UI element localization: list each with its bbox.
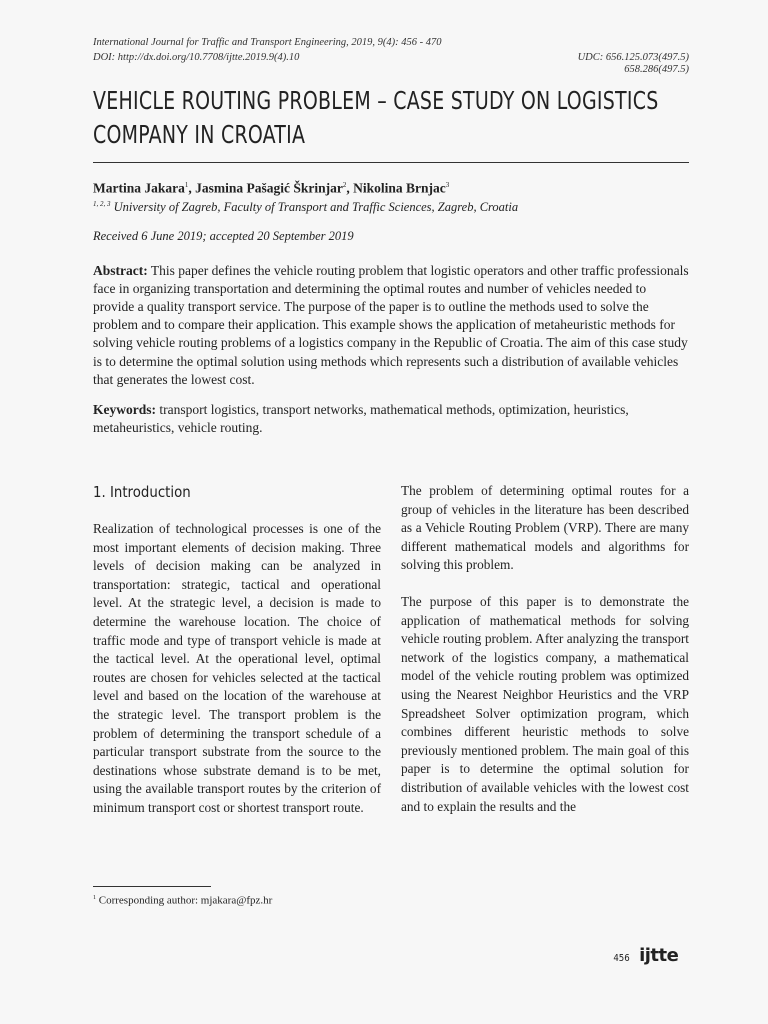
doi-link[interactable]: DOI: http://dx.doi.org/10.7708/ijtte.2019.9(4).10: [93, 52, 300, 63]
author-2-sup: 2: [342, 181, 347, 189]
author-separator: ,: [188, 180, 196, 196]
udc-line-1: UDC: 656.125.073(497.5): [577, 52, 689, 63]
page-header-block: [93, 36, 689, 437]
footnote-divider: [93, 886, 211, 887]
keywords-label: Keywords:: [93, 402, 156, 418]
received-dates: Received 6 June 2019; accepted 20 September 2019: [93, 228, 354, 243]
page-footer: [612, 945, 678, 966]
footnote-sup: 1: [93, 895, 96, 901]
author-3: Nikolina Brnjac: [353, 180, 446, 196]
paragraph-2: The problem of determining optimal routes for a group of vehicles in the literature has been described as a Vehicle Routing Problem (VRP). There are many different mathematical models and algorithms for solving this problem.: [401, 483, 689, 573]
abstract: [93, 262, 689, 389]
paragraph-1: Realization of technological processes is one of the most important elements of decision making. Three levels of decision making can be analyzed in transportation: strategic, tactical and operational level. At the strategic level, a decision is made to determine the warehouse location. The choice of traffic mode and type of transport vehicle is made at the tactical level. At the operational level, optimal routes are chosen for vehicles selected at the tactical level and based on the location of the warehouse at the strategic level. The transport problem is the problem of determining the transport schedule of a particular transport substrate from the source to the destinations whose substrate demand is to be met, using the available transport routes by the criterion of minimum transport cost or shortest transport route.: [93, 521, 381, 815]
affiliation: [93, 197, 689, 215]
section-heading-introduction: 1. Introduction: [93, 483, 191, 501]
author-1: Martina Jakara: [93, 180, 185, 196]
doi-udc-row: [93, 52, 689, 76]
paper-title: VEHICLE ROUTING PROBLEM – CASE STUDY ON LOGISTICS COMPANY IN CROATIA: [93, 86, 659, 149]
body-columns: [93, 482, 689, 818]
journal-citation: International Journal for Traffic and Transport Engineering, 2019, 9(4): 456 - 470: [93, 37, 442, 48]
keywords-text: transport logistics, transport networks, mathematical methods, optimization, heuristics, metaheuristics, vehicle routing.: [93, 402, 629, 436]
affiliation-text: University of Zagreb, Faculty of Transport and Traffic Sciences, Zagreb, Croatia: [110, 199, 519, 214]
keywords: [93, 401, 689, 437]
journal-logo: ijtte: [639, 945, 679, 966]
footnote: [93, 892, 272, 908]
paragraph-3: The purpose of this paper is to demonstrate the application of mathematical methods for solving vehicle routing problem. After analyzing the transport network of the logistics company, a mathematical model of the vehicle routing problem was optimized using the Nearest Neighbor Heuristics and the VRP Spreadsheet Solver optimization program, which combines different heuristic methods to solve previously mentioned problem. The main goal of this paper is to determine the optimal solution for distribution of available vehicles with the lowest cost and to explain the results and the: [401, 593, 689, 814]
author-list: [93, 177, 689, 197]
abstract-text: This paper defines the vehicle routing problem that logistic operators and other traffic professionals face in organizing transportation and determining the optimal routes and number of vehicles needed to provide a quality transport service. The purpose of the paper is to outline the methods used to solve the problem and to compare their application. This example shows the application of metaheuristic methods for solving vehicle routing problems of a logistics company in the Republic of Croatia. The aim of this case study is to determine the optimal solution using methods which represents such a distribution of available vehicles that generates the lowest cost.: [93, 262, 689, 387]
author-2: Jasmina Pašagić Škrinjar: [195, 180, 343, 196]
author-1-sup: 1: [184, 181, 189, 189]
title-divider: [93, 162, 689, 163]
page-number: 456: [613, 953, 630, 964]
author-separator: ,: [346, 180, 354, 196]
affiliation-sup: 1, 2, 3: [93, 199, 111, 208]
abstract-label: Abstract:: [93, 262, 148, 278]
udc-codes: [578, 52, 689, 76]
right-column: [401, 482, 689, 818]
footnote-text: Corresponding author: mjakara@fpz.hr: [96, 894, 273, 907]
author-3-sup: 3: [445, 181, 450, 189]
left-column: [93, 482, 381, 818]
udc-line-2: 658.286(497.5): [624, 64, 689, 75]
